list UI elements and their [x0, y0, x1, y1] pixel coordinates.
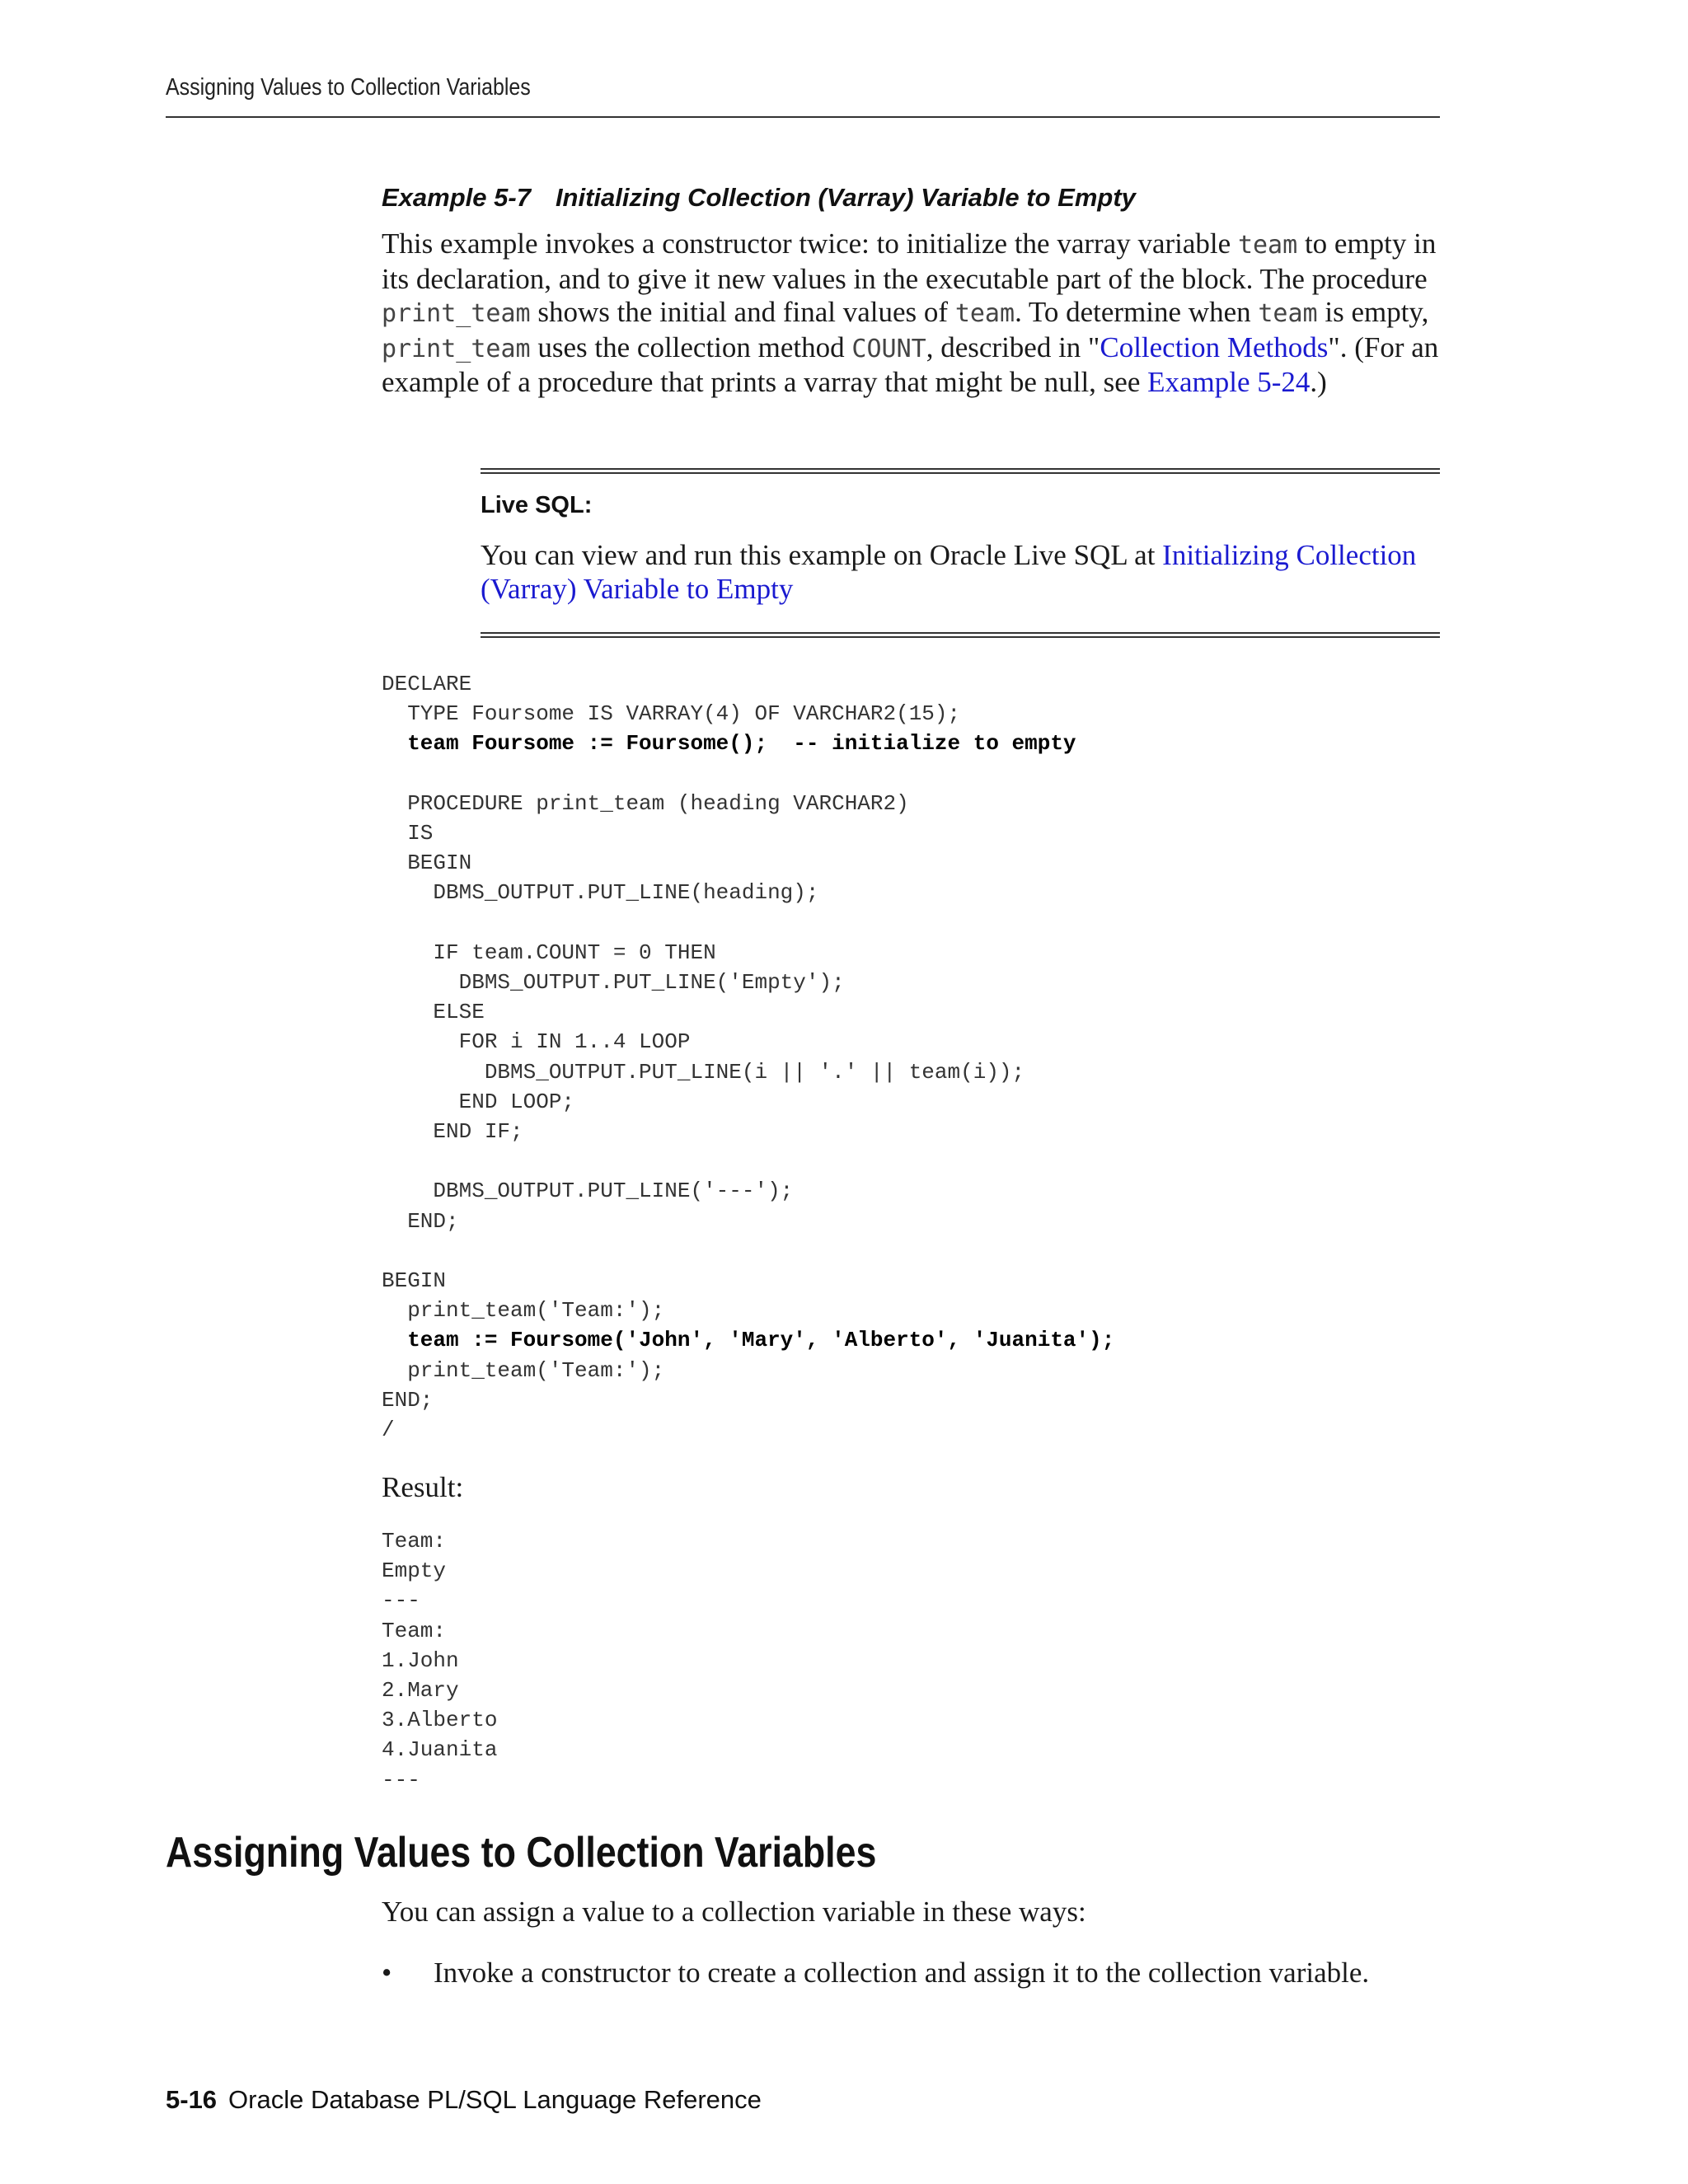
running-header: Assigning Values to Collection Variables [166, 74, 531, 101]
code-line: END; [382, 1208, 459, 1234]
code-line: FOR i IN 1..4 LOOP [382, 1029, 691, 1055]
code-line: ELSE [382, 1000, 485, 1025]
code-line: DBMS_OUTPUT.PUT_LINE('Empty'); [382, 970, 845, 996]
list-item [382, 1957, 1369, 1990]
header-rule [166, 116, 1440, 118]
intro-text: is empty, [1317, 296, 1429, 328]
code-line: BEGIN [382, 1268, 447, 1294]
live-sql-text [481, 539, 1428, 606]
code-line: IS [382, 821, 434, 846]
result-label: Result: [382, 1471, 464, 1503]
intro-text: . To determine when [1015, 296, 1259, 328]
live-sql-link[interactable]: Initializing Collection (Varray) Variable to Empty [481, 539, 1417, 605]
page-footer [166, 2085, 762, 2115]
bullet-list [382, 1957, 1369, 1990]
inline-code-print-team: print_team [382, 299, 531, 328]
code-line: IF team.COUNT = 0 THEN [382, 940, 716, 965]
collection-methods-link[interactable]: Collection Methods [1100, 330, 1329, 363]
code-line: PROCEDURE print_team (heading VARCHAR2) [382, 790, 909, 816]
code-line: / [382, 1418, 395, 1443]
code-line: print_team('Team:'); [382, 1298, 665, 1324]
intro-text: This example invokes a constructor twice: to initialize the varray variable [382, 227, 1238, 260]
intro-text: to empty in its declaration, and to give it new values in the executable part of the block. The procedure [382, 227, 1437, 295]
note-bottom-rule [481, 632, 1440, 638]
page-number: 5-16 [166, 2085, 218, 2114]
live-sql-heading: Live SQL: [481, 492, 593, 518]
code-line: END; [382, 1387, 434, 1413]
code-line: DBMS_OUTPUT.PUT_LINE('---'); [382, 1179, 794, 1204]
live-sql-body: You can view and run this example on Oracle Live SQL at [481, 539, 1163, 571]
inline-code-count: COUNT [851, 334, 926, 363]
result-output: Team: Empty --- Team: 1.John 2.Mary 3.Alberto 4.Juanita --- [382, 1529, 498, 1793]
code-line: DBMS_OUTPUT.PUT_LINE(i || '.' || team(i)); [382, 1059, 1025, 1085]
inline-code-team: team [1258, 299, 1318, 328]
example-title [382, 183, 1136, 213]
book-title: Oracle Database PL/SQL Language Reference [228, 2085, 762, 2114]
example-number: Example 5-7 [382, 183, 531, 212]
intro-text: uses the collection method [530, 330, 852, 363]
code-line: END IF; [382, 1119, 523, 1145]
section-intro: You can assign a value to a collection variable in these ways: [382, 1896, 1086, 1928]
code-line: DECLARE [382, 672, 472, 696]
section-heading: Assigning Values to Collection Variables [166, 1829, 877, 1877]
code-line: print_team('Team:'); [382, 1357, 665, 1383]
code-line: TYPE Foursome IS VARRAY(4) OF VARCHAR2(15); [382, 701, 961, 727]
bullet-icon: • [382, 1957, 392, 1989]
example-intro-paragraph [382, 227, 1445, 400]
example-title-text: Initializing Collection (Varray) Variable to Empty [555, 183, 1136, 212]
list-item-text: Invoke a constructor to create a collection and assign it to the collection variable. [434, 1957, 1370, 1989]
code-line: BEGIN [382, 851, 472, 876]
intro-text: .) [1310, 366, 1327, 398]
inline-code-team: team [1237, 231, 1298, 260]
example-5-24-link[interactable]: Example 5-24 [1147, 366, 1311, 398]
note-top-rule [481, 468, 1440, 474]
code-line-highlight: team := Foursome('John', 'Mary', 'Alberto', 'Juanita'); [382, 1328, 1115, 1353]
inline-code-team: team [954, 299, 1015, 328]
live-sql-note [481, 468, 1440, 638]
code-line: DBMS_OUTPUT.PUT_LINE(heading); [382, 880, 819, 906]
inline-code-print-team: print_team [382, 334, 531, 363]
code-line-highlight: team Foursome := Foursome(); -- initialize to empty [382, 731, 1076, 757]
code-block [382, 669, 1114, 1445]
intro-text: ". (For an example of a procedure that prints a varray that might be null, see [382, 330, 1439, 398]
code-line: END LOOP; [382, 1089, 575, 1114]
intro-text: shows the initial and final values of [530, 296, 955, 328]
intro-text: , described in " [926, 330, 1100, 363]
